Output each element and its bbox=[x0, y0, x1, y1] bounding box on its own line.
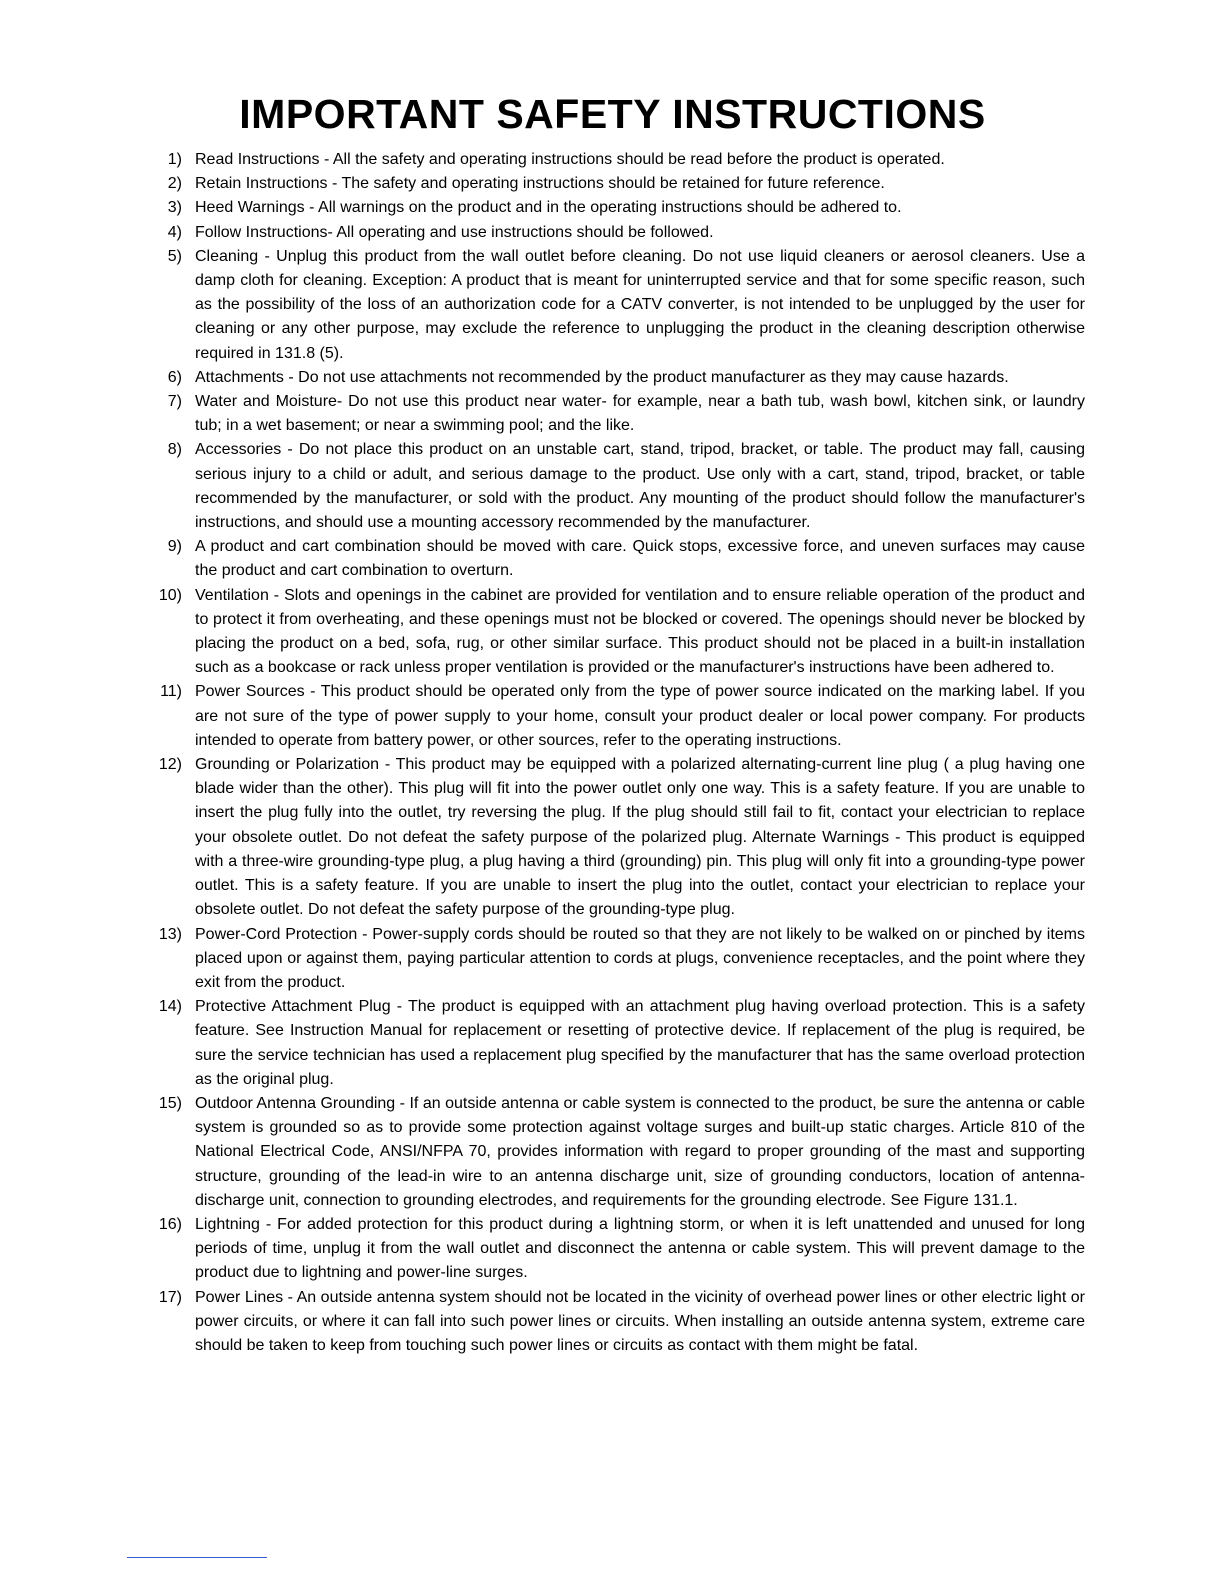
instruction-item bbox=[150, 196, 1085, 220]
item-number: 13) bbox=[158, 925, 182, 943]
item-number: 6) bbox=[167, 368, 182, 386]
item-text: Power Lines - An outside antenna system should not be located in the vicinity of overhead power lines or other electric light or power circuits, or where it can fall into such power lines or circuits. When installing an outside antenna system, extreme care should be taken to keep from touching such power lines or circuits as contact with them might be fatal. bbox=[195, 1288, 1085, 1354]
item-number: 10) bbox=[158, 586, 182, 604]
item-text: Ventilation - Slots and openings in the cabinet are provided for ventilation and to ensure reliable operation of the product and to protect it from overheating, and these openings must not be blocked or covered. The openings should never be blocked by placing the product on a bed, sofa, rug, or other similar surface. This product should not be placed in a built-in installation such as a bookcase or rack unless proper ventilation is provided or the manufacturer's instructions have been adhered to. bbox=[195, 586, 1085, 677]
item-text: Water and Moisture- Do not use this product near water- for example, near a bath tub, wash bowl, kitchen sink, or laundry tub; in a wet basement; or near a swimming pool; and the like. bbox=[195, 393, 1085, 435]
item-text: Power Sources - This product should be operated only from the type of power source indicated on the marking label. If you are not sure of the type of power supply to your home, consult your product dealer or local power company. For products intended to operate from battery power, or other sources, refer to the operating instructions. bbox=[195, 683, 1085, 749]
instruction-item bbox=[150, 366, 1085, 390]
instruction-item bbox=[150, 148, 1085, 172]
instruction-item bbox=[150, 1286, 1085, 1359]
item-text: Protective Attachment Plug - The product is equipped with an attachment plug having overload protection. This is a safety feature. See Instruction Manual for replacement or resetting of protective device. If replacement of the plug is required, be sure the service technician has used a replacement plug specified by the manufacturer that has the same overload protection as the original plug. bbox=[195, 998, 1085, 1088]
instruction-item bbox=[150, 995, 1085, 1092]
item-number: 16) bbox=[158, 1215, 182, 1233]
item-text: A product and cart combination should be moved with care. Quick stops, excessive force, and uneven surfaces may cause the product and cart combination to overturn. bbox=[195, 538, 1085, 580]
item-text: Attachments - Do not use attachments not recommended by the product manufacturer as they may cause hazards. bbox=[195, 368, 1009, 386]
page-title: IMPORTANT SAFETY INSTRUCTIONS bbox=[239, 91, 986, 137]
item-text: Power-Cord Protection - Power-supply cords should be routed so that they are not likely to be walked on or pinched by items placed upon or against them, paying particular attention to cords at plugs, convenience receptacles, and the point where they exit from the product. bbox=[195, 925, 1085, 991]
item-number: 8) bbox=[167, 441, 182, 459]
item-text: Accessories - Do not place this product on an unstable cart, stand, tripod, bracket, or table. The product may fall, causing serious injury to a child or adult, and serious damage to the product. Use only with a cart, stand, tripod, bracket, or table recommended by the manufacturer, or sold with the product. Any mounting of the product should follow the manufacturer's instructions, and should use a mounting accessory recommended by the manufacturer. bbox=[195, 441, 1085, 532]
instruction-item bbox=[150, 923, 1085, 996]
instruction-item bbox=[150, 390, 1085, 438]
item-number: 14) bbox=[158, 998, 182, 1016]
item-text: Outdoor Antenna Grounding - If an outside antenna or cable system is connected to the product, be sure the antenna or cable system is grounded so as to provide some protection against voltage surges and built-up static charges. Article 810 of the National Electrical Code, ANSI/NFPA 70, provides information with regard to proper grounding of the mast and supporting structure, grounding of the lead-in wire to an antenna discharge unit, size of grounding conductors, location of antenna-discharge unit, connection to grounding electrodes, and requirements for the grounding electrode. See Figure 131.1. bbox=[195, 1094, 1085, 1209]
item-number: 12) bbox=[158, 756, 182, 774]
instruction-item bbox=[150, 1213, 1085, 1286]
instruction-list bbox=[150, 148, 1085, 1358]
item-number: 11) bbox=[160, 683, 182, 701]
item-text: Lightning - For added protection for this product during a lightning storm, or when it is left unattended and unused for long periods of time, unplug it from the wall outlet and disconnect the antenna or cable system. This will prevent damage to the product due to lightning and power-line surges. bbox=[195, 1215, 1085, 1282]
instruction-item bbox=[150, 680, 1085, 753]
item-text: Follow Instructions- All operating and use instructions should be followed. bbox=[195, 223, 714, 241]
item-text: Grounding or Polarization - This product may be equipped with a polarized alternating-current line plug ( a plug having one blade wider than the other). This plug will fit into the power outlet only one way. This is a safety feature. If you are unable to insert the plug fully into the outlet, try reversing the plug. If the plug should still fail to fit, contact your electrician to replace your obsolete outlet. Do not defeat the safety purpose of the polarized plug. Alternate Warnings - This product is equipped with a three-wire grounding-type plug, a plug having a third (grounding) pin. This plug will only fit into a grounding-type power outlet. This is a safety feature. If you are unable to insert the plug into the outlet, contact your electrician to replace your obsolete outlet. Do not defeat the safety purpose of the grounding-type plug. bbox=[195, 756, 1085, 919]
instruction-item bbox=[150, 172, 1085, 196]
item-number: 7) bbox=[167, 393, 182, 411]
instruction-item bbox=[150, 753, 1085, 922]
item-text: Read Instructions - All the safety and operating instructions should be read before the product is operated. bbox=[195, 151, 945, 168]
item-text: Heed Warnings - All warnings on the product and in the operating instructions should be adhered to. bbox=[195, 199, 902, 217]
instruction-item bbox=[150, 221, 1085, 245]
footnote-separator bbox=[127, 1557, 267, 1558]
item-number: 15) bbox=[158, 1094, 182, 1112]
item-number: 9) bbox=[167, 538, 182, 556]
instruction-item bbox=[150, 245, 1085, 366]
instruction-item bbox=[150, 535, 1085, 583]
item-text: Retain Instructions - The safety and operating instructions should be retained for future reference. bbox=[195, 175, 885, 193]
item-number: 3) bbox=[167, 199, 182, 217]
item-number: 2) bbox=[167, 175, 182, 193]
item-text: Cleaning - Unplug this product from the wall outlet before cleaning. Do not use liquid cleaners or aerosol cleaners. Use a damp cloth for cleaning. Exception: A product that is meant for uninterrupted service and that for some specific reason, such as the possibility of the loss of an authorization code for a CATV converter, is not intended to be unplugged by the user for cleaning or any other purpose, may exclude the reference to unplugging the product in the cleaning description otherwise required in 131.8 (5). bbox=[195, 247, 1085, 362]
item-number: 5) bbox=[167, 247, 182, 265]
instruction-item bbox=[150, 438, 1085, 535]
item-number: 4) bbox=[167, 223, 182, 241]
item-number: 1) bbox=[167, 151, 182, 168]
item-number: 17) bbox=[158, 1288, 182, 1306]
instruction-item bbox=[150, 1092, 1085, 1213]
instruction-item bbox=[150, 584, 1085, 681]
